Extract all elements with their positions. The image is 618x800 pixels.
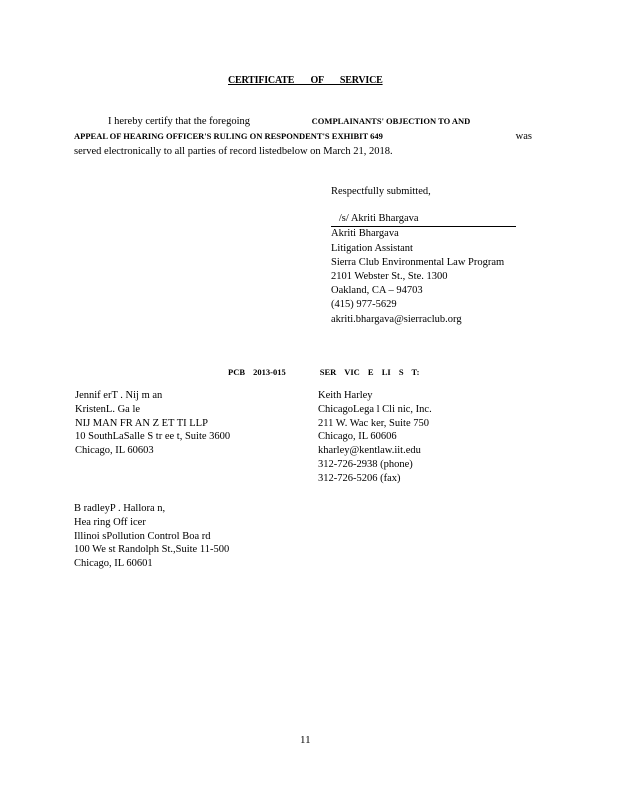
signature-line — [331, 212, 516, 227]
closing: Respectfully submitted, — [331, 186, 431, 197]
certification-line-3: served electronically to all parties of record listedbelow on March 21, 2018. — [74, 146, 393, 157]
service-list-label: SER VIC E LI S T: — [319, 367, 420, 377]
signer-email: akriti.bhargava@sierraclub.org — [331, 313, 462, 325]
document-title-caps: APPEAL OF HEARING OFFICER'S RULING ON RESPONDENT'S EXHIBIT 649 — [74, 131, 383, 141]
signer-title: Litigation Assistant — [331, 242, 413, 254]
signer-phone: (415) 977-5629 — [331, 299, 397, 311]
address-line: 10 SouthLaSalle S tr ee t, Suite 3600 — [75, 431, 231, 443]
address-line: ChicagoLega l Cli nic, Inc. — [318, 403, 432, 415]
address-line: B radleyP . Hallora n, — [74, 503, 166, 514]
address-line: NIJ MAN FR AN Z ET TI LLP — [75, 417, 208, 429]
certificate-title: CERTIFICATE OF SERVICE — [228, 75, 383, 86]
signature-block — [331, 185, 516, 327]
electronic-signature: /s/ Akriti Bhargava — [338, 213, 419, 225]
signer-name: Akriti Bhargava — [331, 228, 399, 240]
certification-line-1 — [74, 114, 532, 129]
certification-text: I hereby certify that the foregoing — [108, 116, 250, 127]
address-line: 312-726-2938 (phone) — [318, 458, 413, 470]
service-list-heading — [228, 367, 419, 377]
recipient-block-halloran — [74, 502, 229, 571]
address-line: 211 W. Wac ker, Suite 750 — [318, 417, 430, 429]
address-line: Chicago, IL 60606 — [318, 431, 397, 443]
address-line: Keith Harley — [318, 390, 373, 401]
page-number: 11 — [300, 734, 311, 746]
certification-paragraph — [74, 114, 532, 159]
signer-city: Oakland, CA – 94703 — [331, 285, 423, 297]
address-line: kharley@kentlaw.iit.edu — [318, 445, 421, 457]
document-title-caps: COMPLAINANTS' OBJECTION TO AND — [311, 116, 471, 126]
address-line: Jennif erT . Nij m an — [75, 390, 163, 401]
address-line: 100 We st Randolph St.,Suite 11-500 — [74, 544, 230, 556]
recipient-block-nijman — [75, 389, 230, 458]
address-line: Chicago, IL 60603 — [75, 445, 154, 457]
address-line: Illinoi sPollution Control Boa rd — [74, 530, 211, 542]
address-line: Chicago, IL 60601 — [74, 558, 153, 570]
address-line: KristenL. Ga le — [75, 403, 141, 415]
address-line: 312-726-5206 (fax) — [318, 472, 401, 484]
certification-text: was — [515, 131, 532, 142]
case-number: PCB 2013-015 — [228, 367, 286, 377]
signer-address: 2101 Webster St., Ste. 1300 — [331, 271, 448, 283]
recipient-block-harley — [318, 389, 432, 486]
certification-line-2 — [74, 129, 532, 144]
signer-org: Sierra Club Environmental Law Program — [331, 256, 505, 268]
address-line: Hea ring Off icer — [74, 516, 146, 528]
